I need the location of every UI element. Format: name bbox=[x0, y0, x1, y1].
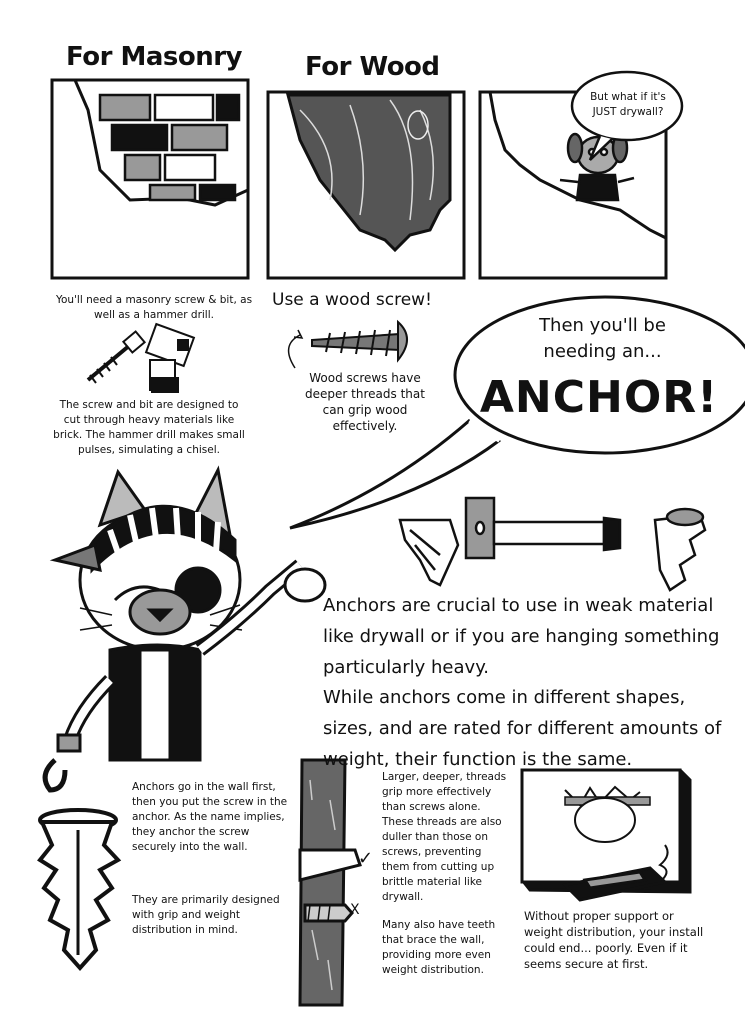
anchors-paragraph-2: While anchors come in different shapes, sizes, and are rated for different amounts of weight, their function is the same. bbox=[323, 687, 722, 770]
anchors-paragraph-1: Anchors are crucial to use in weak material like drywall or if you are hanging something particularly heavy. bbox=[323, 595, 720, 678]
fallen-frame-illustration bbox=[522, 770, 690, 900]
check-mark-icon: ✓ bbox=[358, 848, 374, 869]
masonry-intro-text: You'll need a masonry screw & bit, as well as a hammer drill. bbox=[55, 294, 253, 321]
large-anchor-diagram bbox=[40, 810, 118, 968]
wood-detail-text: Wood screws have deeper threads that can grip wood effectively. bbox=[305, 371, 425, 433]
bottom-col2-para1: Larger, deeper, threads grip more effectively than screws alone. These threads are also duller than those on screws, preventing them from cutting up brittle material like drywall. bbox=[382, 771, 507, 903]
masonry-title: For Masonry bbox=[66, 42, 242, 72]
bottom-col3-text: Without proper support or weight distribution, your install could end... poorly. Even if it seems secure at first. bbox=[524, 909, 704, 971]
dog-question-text: But what if it's JUST drywall? bbox=[590, 91, 666, 118]
bottom-col1-para2: They are primarily designed with grip and weight distribution in mind. bbox=[132, 894, 280, 936]
bottom-col1-para1: Anchors go in the wall first, then you put the screw in the anchor. As the name implies, they anchor the screw securely into the wall. bbox=[132, 781, 288, 853]
wood-panel bbox=[268, 92, 464, 278]
masonry-detail-text: The screw and bit are designed to cut through heavy materials like brick. The hammer drill makes small pulses, simulating a chisel. bbox=[53, 399, 245, 456]
bottom-col2-para2: Many also have teeth that brace the wall, providing more even weight distribution. bbox=[382, 919, 496, 976]
wood-title: For Wood bbox=[305, 52, 440, 82]
wall-cross-section bbox=[300, 760, 360, 1005]
wood-screw bbox=[289, 322, 407, 368]
wood-heading: Use a wood screw! bbox=[272, 290, 432, 310]
cat-speech-line: Then you'll be needing an... bbox=[539, 315, 666, 362]
x-mark-icon: X bbox=[350, 902, 360, 918]
masonry-screw-and-drill bbox=[88, 324, 194, 392]
anchor-illustrations bbox=[400, 498, 705, 590]
cat-speech-anchor: ANCHOR! bbox=[479, 372, 719, 423]
pirate-cat bbox=[45, 470, 325, 790]
